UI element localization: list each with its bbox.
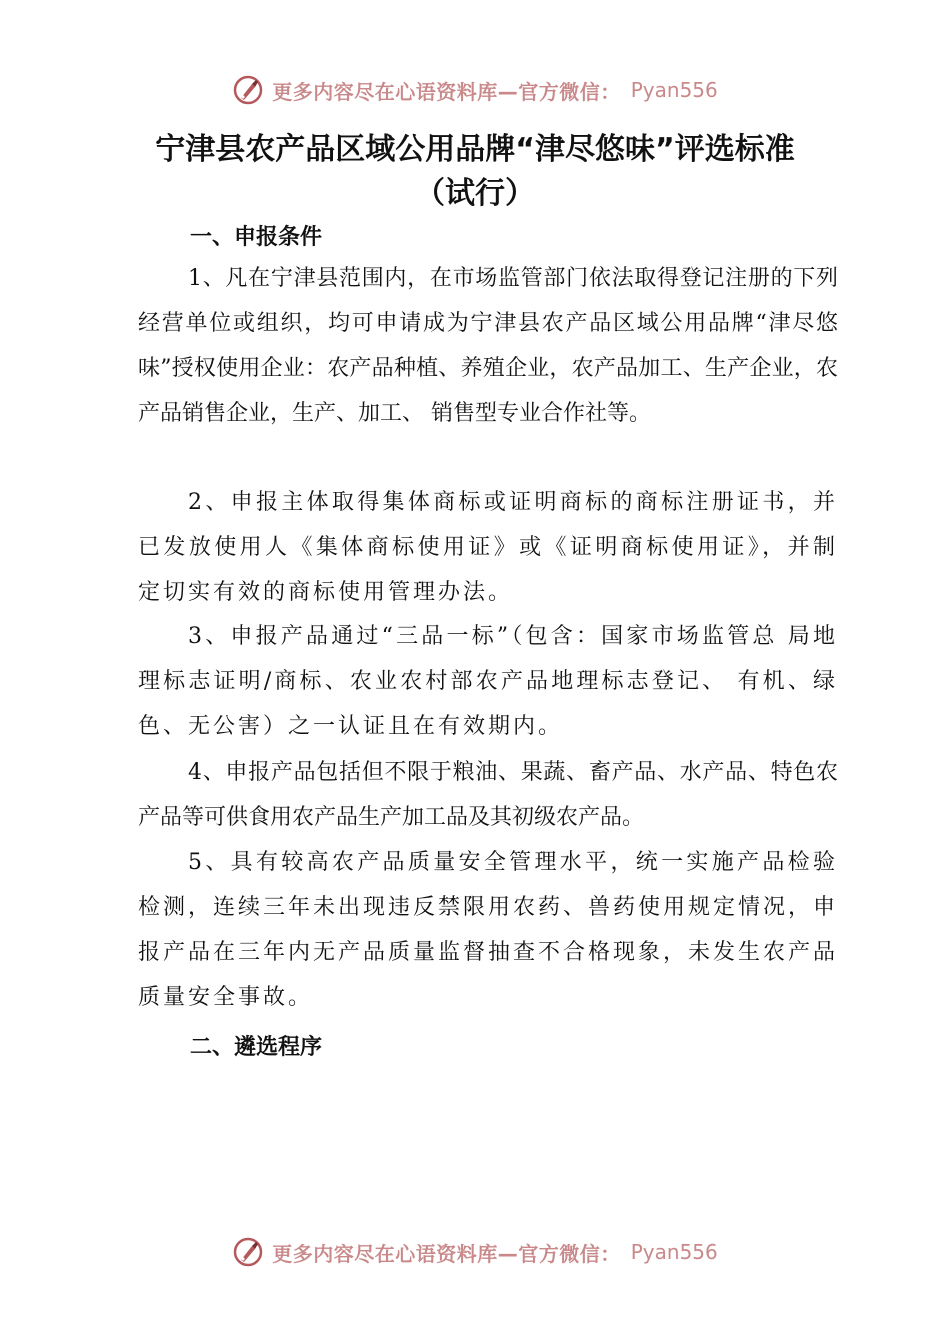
section-heading-2: 二、遴选程序 (190, 1035, 323, 1060)
watermark-text: 更多内容尽在心语资料库—官方微信： (272, 1241, 621, 1266)
fountain-pen-logo-icon (232, 1236, 264, 1268)
watermark-account: Pyan556 (630, 1240, 718, 1264)
title-line-1: 宁津县农产品区域公用品牌“津尽悠味”评选标准 (155, 132, 795, 167)
watermark-text: 更多内容尽在心语资料库—官方微信： (272, 79, 621, 104)
title-line-2: （试行） (415, 176, 535, 211)
paragraph-3: 3、申报产品通过“三品一标”（包含：国家市场监管总 局地理标志证明/商标、农业农村部农产品地理标志登记、 有机、绿色、无公害）之一认证且在有效期内。 (138, 624, 838, 739)
section-heading-1: 一、申报条件 (190, 225, 323, 250)
footer-watermark (0, 1236, 950, 1268)
paragraph-2: 2、申报主体取得集体商标或证明商标的商标注册证书，并已发放使用人《集体商标使用证》或《证明商标使用证》，并制定切实有效的商标使用管理办法。 (138, 490, 838, 605)
paragraph-5: 5、具有较高农产品质量安全管理水平，统一实施产品检验检测，连续三年未出现违反禁限用农药、兽药使用规定情况，申报产品在三年内无产品质量监督抽查不合格现象，未发生农产品质量安全事故。 (138, 850, 839, 1010)
paragraph-4: 4、申报产品包括但不限于粮油、果蔬、畜产品、水产品、特色农产品等可供食用农产品生产加工品及其初级农产品。 (138, 760, 838, 830)
fountain-pen-logo-icon (232, 74, 264, 106)
watermark-account: Pyan556 (630, 78, 718, 102)
paragraph-1: 1、凡在宁津县范围内，在市场监管部门依法取得登记注册的下列经营单位或组织，均可申请成为宁津县农产品区域公用品牌“津尽悠味”授权使用企业：农产品种植、养殖企业，农产品加工、生产企业，农产品销售企业，生产、加工、 销售型专业合作社等。 (138, 266, 838, 426)
header-watermark (0, 74, 950, 106)
document-title (60, 128, 890, 216)
